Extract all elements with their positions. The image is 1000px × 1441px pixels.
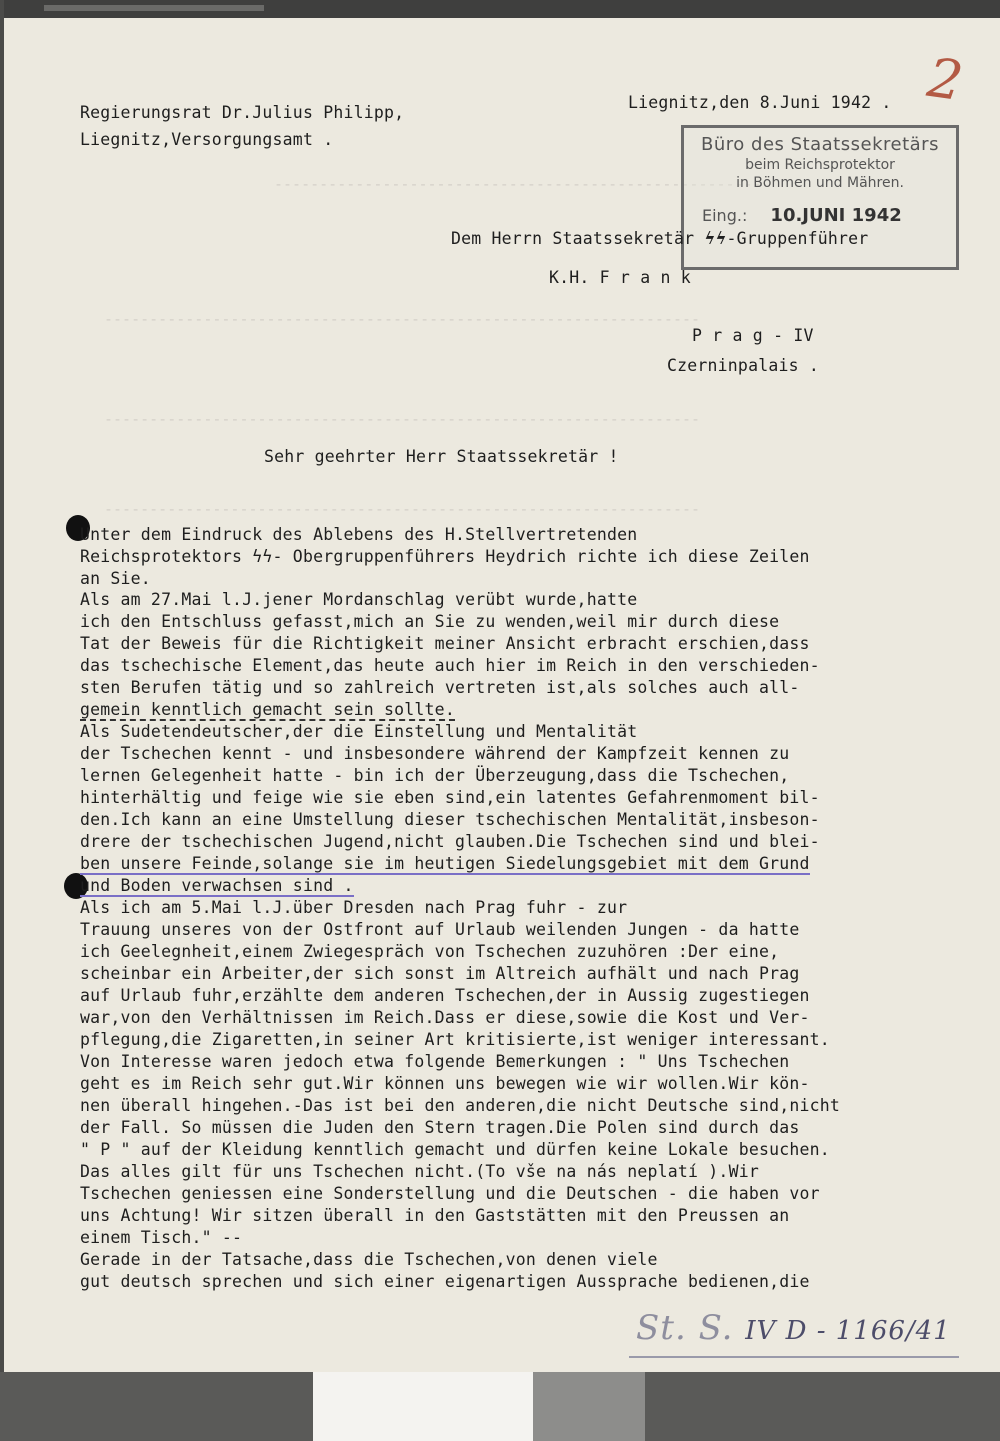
body-line: und Boden verwachsen sind .	[80, 876, 354, 895]
recipient-rank-suffix: -Gruppenführer	[726, 229, 869, 248]
body-line: das tschechische Element,das heute auch hier im Reich in den verschieden-	[80, 656, 820, 675]
scan-top-edge	[4, 0, 1000, 18]
body-line: gemein kenntlich gemacht sein sollte.	[80, 700, 455, 719]
body-line: ben unsere Feinde,solange sie im heutigen Siedelungsgebiet mit dem Grund	[80, 854, 810, 873]
recipient-name: K.H. F r a n k	[549, 268, 691, 287]
body-line: Unter dem Eindruck des Ablebens des H.Stellvertretenden	[80, 525, 638, 544]
stamp-eing-label: Eing.:	[702, 206, 748, 225]
archive-underline	[629, 1356, 959, 1358]
bleed-through-text: ------------------------------------------------------------------	[104, 500, 701, 518]
archive-number: IV D - 1166/41	[745, 1316, 951, 1346]
received-stamp	[681, 125, 959, 270]
body-line: an Sie.	[80, 569, 151, 588]
scan-color-card-white	[313, 1372, 533, 1441]
body-line: Als Sudetendeutscher,der die Einstellung und Mentalität	[80, 722, 638, 741]
salutation: Sehr geehrter Herr Staatssekretär !	[264, 447, 619, 466]
body-line: Als ich am 5.Mai l.J.über Dresden nach Prag fuhr - zur	[80, 898, 628, 917]
ss-rune-symbol: ϟϟ	[704, 229, 727, 248]
body-line: lernen Gelegenheit hatte - bin ich der Überzeugung,dass die Tschechen,	[80, 766, 790, 785]
stamp-territory: in Böhmen und Mähren.	[736, 175, 904, 191]
stamp-office: Büro des Staatssekretärs	[701, 134, 939, 155]
recipient-city: P r a g - IV	[692, 326, 814, 345]
body-line: scheinbar ein Arbeiter,der sich sonst im Altreich aufhält und nach Prag	[80, 964, 800, 983]
body-line: Trauung unseres von der Ostfront auf Urlaub weilenden Jungen - da hatte	[80, 920, 800, 939]
stamp-authority: beim Reichsprotektor	[745, 157, 895, 173]
body-line: sten Berufen tätig und so zahlreich vertreten ist,als solches auch all-	[80, 678, 800, 697]
body-line: " P " auf der Kleidung kenntlich gemacht und dürfen keine Lokale besuchen.	[80, 1140, 830, 1159]
bleed-through-text: ------------------------------------------------------------------	[104, 410, 701, 428]
archive-reference	[636, 1308, 951, 1348]
body-line: Das alles gilt für uns Tschechen nicht.(To vše na nás neplatí ).Wir	[80, 1162, 759, 1181]
body-line: der Tschechen kennt - und insbesondere während der Kampfzeit kennen zu	[80, 744, 790, 763]
body-line: geht es im Reich sehr gut.Wir können uns bewegen wie wir wollen.Wir kön-	[80, 1074, 810, 1093]
body-line: gut deutsch sprechen und sich einer eigenartigen Aussprache bedienen,die	[80, 1272, 810, 1291]
body-line: den.Ich kann an eine Umstellung dieser tschechischen Mentalität,insbeson-	[80, 810, 820, 829]
body-line: ich den Entschluss gefasst,mich an Sie zu wenden,weil mir durch diese	[80, 612, 780, 631]
body-line: pflegung,die Zigaretten,in seiner Art kritisierte,ist weniger interessant.	[80, 1030, 830, 1049]
body-line: einem Tisch." --	[80, 1228, 243, 1247]
body-line: Tschechen geniessen eine Sonderstellung und die Deutschen - die haben vor	[80, 1184, 820, 1203]
recipient-rank: Dem Herrn Staatssekretär	[451, 229, 705, 248]
sender-name: Regierungsrat Dr.Julius Philipp,	[80, 103, 405, 122]
place-date: Liegnitz,den 8.Juni 1942 .	[628, 93, 892, 112]
archive-prefix: St. S.	[636, 1308, 734, 1348]
body-line: Als am 27.Mai l.J.jener Mordanschlag verübt wurde,hatte	[80, 590, 638, 609]
body-line: nen überall hingehen.-Das ist bei den anderen,die nicht Deutsche sind,nicht	[80, 1096, 841, 1115]
body-line: Tat der Beweis für die Richtigkeit meiner Ansicht erbracht erschien,dass	[80, 634, 810, 653]
handwritten-page-number: 2	[923, 45, 967, 114]
body-line: Reichsprotektors ϟϟ- Obergruppenführers Heydrich richte ich diese Zeilen	[80, 547, 810, 566]
body-line: hinterhältig und feige wie sie eben sind,ein latentes Gefahrenmoment bil-	[80, 788, 820, 807]
body-line: uns Achtung! Wir sitzen überall in den Gaststätten mit den Preussen an	[80, 1206, 790, 1225]
body-line: der Fall. So müssen die Juden den Stern tragen.Die Polen sind durch das	[80, 1118, 800, 1137]
body-line: Von Interesse waren jedoch etwa folgende Bemerkungen : " Uns Tschechen	[80, 1052, 790, 1071]
body-line: drere der tschechischen Jugend,nicht glauben.Die Tschechen sind und blei-	[80, 832, 820, 851]
body-line: auf Urlaub fuhr,erzählte dem anderen Tschechen,der in Aussig zugestiegen	[80, 986, 810, 1005]
stamp-date: 10.JUNI 1942	[770, 205, 902, 226]
sender-office: Liegnitz,Versorgungsamt .	[80, 130, 334, 149]
body-line: ich Geelegnheit,einem Zwiegespräch von Tschechen zuzuhören :Der eine,	[80, 942, 780, 961]
bleed-through-text: ------------------------------------------------------------------	[104, 310, 701, 328]
recipient-title	[451, 229, 868, 248]
bleed-through-text: ------------------------------------------------------	[274, 175, 762, 193]
scan-color-card-grey	[533, 1372, 645, 1441]
stamp-received	[684, 205, 956, 226]
body-line: Gerade in der Tatsache,dass die Tschechen,von denen viele	[80, 1250, 658, 1269]
body-line: war,von den Verhältnissen im Reich.Dass er diese,sowie die Kost und Ver-	[80, 1008, 810, 1027]
recipient-building: Czerninpalais .	[667, 356, 820, 375]
